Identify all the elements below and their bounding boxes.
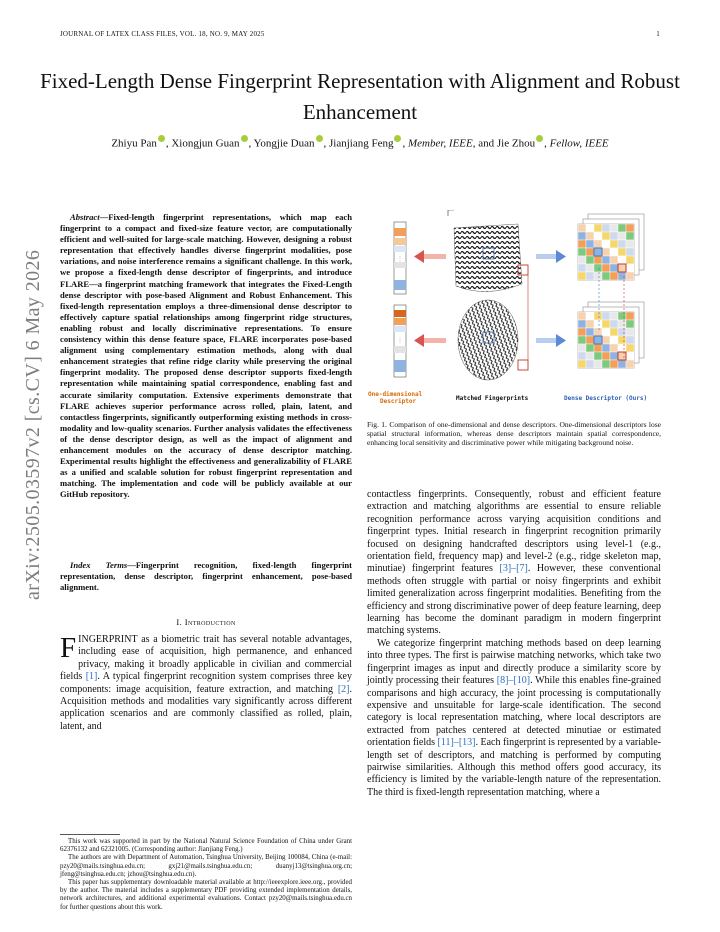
dense-cell	[586, 248, 594, 256]
dense-cell	[578, 352, 586, 360]
author-list: Zhiyu Pan , Xiongjun Guan , Yongjie Duan , Jianjiang Feng , Member, IEEE, and Jie Zhou , Fellow, IEEE	[40, 135, 680, 150]
dense-cell	[578, 272, 586, 280]
dense-cell	[602, 352, 610, 360]
dense-cell	[594, 328, 602, 336]
dense-cell	[610, 320, 618, 328]
dense-cell	[594, 344, 602, 352]
intro-lead-word: INGERPRINT	[78, 634, 138, 645]
dense-cell	[594, 360, 602, 368]
citation-link[interactable]: [1]	[85, 671, 98, 683]
dense-cell	[586, 312, 594, 320]
arrow-right-icon	[536, 250, 566, 347]
index-terms-text: —Fingerprint recognition, fixed-length fingerprint representation, dense descriptor, fingerprint enhancement, pose-based alignment.	[60, 560, 353, 593]
dense-cell	[602, 320, 610, 328]
dense-cell	[594, 256, 602, 264]
dense-cell	[610, 232, 618, 240]
dense-cell	[602, 256, 610, 264]
author-name: Yongjie Duan	[253, 137, 315, 150]
dense-cell	[610, 336, 618, 344]
dense-cell	[594, 240, 602, 248]
dense-cell	[594, 336, 602, 344]
dense-cell	[626, 264, 634, 272]
dense-cell	[602, 224, 610, 232]
dense-cell	[586, 240, 594, 248]
dense-cell	[586, 272, 594, 280]
dense-cell	[610, 344, 618, 352]
dense-cell	[602, 272, 610, 280]
body-text: . However, these conventional methods often struggle with partial or noisy fingerprints and exhibit limited generalization across fingerprint modalities. Benefiting from the efficiency and strong discriminative power of deep feature learning, deep learning has become the dominant paradigm in modern fingerprint matching systems.	[367, 563, 662, 637]
dense-cell	[626, 256, 634, 264]
citation-link[interactable]: [8]–[10]	[496, 675, 531, 687]
dense-cell	[578, 344, 586, 352]
dense-cell	[586, 224, 594, 232]
dense-cell	[586, 232, 594, 240]
dense-cell	[610, 312, 618, 320]
dense-cell	[578, 224, 586, 232]
dense-cell	[626, 232, 634, 240]
dense-cell	[602, 248, 610, 256]
body-text: contactless fingerprints. Consequently, robust and efficient feature extraction and matching algorithms are essential to ensure reliable recognition performance across varying acquisition conditions and fingerprint types. Initial research in fingerprint recognition primarily focused on designing handcrafted descriptors using level-1 (e.g., orientation field, frequency map) and level-2 (e.g., ridge skeleton map, minutiae) fingerprint features	[367, 489, 661, 575]
figure-label-dense: Dense Descriptor (Ours)	[564, 395, 648, 402]
running-head-text: JOURNAL OF LATEX CLASS FILES, VOL. 18, NO. 9, MAY 2025	[60, 30, 265, 38]
dense-cell	[610, 328, 618, 336]
intro-text: as a biometric trait has several notable advantages, including ease of acquisition, high permanence, and enhanced privacy, making it broadly applicable in civilian and commercial fields	[60, 634, 352, 683]
dense-cell	[626, 328, 634, 336]
dense-cell	[618, 328, 626, 336]
dense-cell	[610, 272, 618, 280]
intro-paragraph	[60, 634, 352, 733]
svg-text:⋮: ⋮	[397, 339, 403, 344]
dense-cell	[594, 232, 602, 240]
dense-cell	[618, 248, 626, 256]
body-right-column	[367, 489, 661, 799]
arxiv-stamp: arXiv:2505.03597v2 [cs.CV] 6 May 2026	[22, 249, 44, 600]
orcid-icon[interactable]	[316, 135, 323, 142]
dense-cell	[594, 312, 602, 320]
intro-text: . A typical fingerprint recognition system comprises three key components: image acquisition, feature extraction, and matching	[60, 671, 352, 695]
abstract-lead: Abstract	[70, 212, 100, 222]
dense-cell	[602, 360, 610, 368]
dense-cell	[586, 328, 594, 336]
dense-cell	[618, 312, 626, 320]
footnote-supplementary: This paper has supplementary downloadable material available at http://ieeexplore.ieee.org., provided by the author. The material includes a supplementary PDF providing extended implementation details, network architectures, and additional experimental evaluations. Contact pzy20@mails.tsinghua.edu.cn for further questions about this work.	[60, 879, 352, 911]
dense-cell	[602, 344, 610, 352]
dense-cell	[618, 224, 626, 232]
index-terms	[60, 560, 352, 593]
dense-cell	[602, 232, 610, 240]
dense-cell	[626, 352, 634, 360]
figure-label-matched: Matched Fingerprints	[456, 395, 529, 402]
author-name: Jie Zhou	[496, 137, 536, 150]
dense-cell	[602, 264, 610, 272]
dense-cell	[594, 224, 602, 232]
citation-link[interactable]: [3]–[7]	[499, 563, 528, 575]
dense-cell	[586, 352, 594, 360]
dense-cell	[578, 240, 586, 248]
footnotes	[60, 838, 352, 912]
dense-cell	[578, 248, 586, 256]
dense-cell	[610, 360, 618, 368]
figure-1	[366, 210, 662, 410]
dense-cell	[618, 272, 626, 280]
dense-descriptor-bottom	[578, 302, 644, 368]
author-role: Fellow, IEEE	[549, 137, 609, 150]
index-terms-lead: Index Terms	[70, 560, 128, 570]
running-head	[60, 30, 660, 38]
dense-cell	[594, 352, 602, 360]
dense-descriptor-top	[570, 210, 644, 280]
footnote-rule	[60, 834, 120, 835]
dense-cell	[578, 232, 586, 240]
page-number: 1	[656, 30, 660, 38]
dense-cell	[626, 336, 634, 344]
dense-cell	[610, 224, 618, 232]
dense-cell	[578, 320, 586, 328]
section-number: I.	[176, 617, 183, 627]
section-title: Introduction	[184, 617, 236, 627]
caption-text: Comparison of one-dimensional and dense descriptors. One-dimensional descriptors lose spatial structural information, whereas dense descriptors maintain spatial correspondence, enhancing local sensitivity and discriminative power while mitigating background noise.	[367, 420, 662, 448]
dense-cell	[626, 320, 634, 328]
figure-label-one-dim: One-dimensional Descriptor	[368, 391, 423, 405]
dense-cell	[594, 320, 602, 328]
body-text: . Each fingerprint is represented by a variable-length set of descriptors, and matching is performed by computing pairwise similarities. Although this method offers good accuracy, its efficiency is limited by the variable-length nature of the representation. The third is fixed-length representation matching, where a	[367, 737, 661, 798]
one-dim-descriptor-bottom	[394, 305, 406, 377]
one-dim-descriptor-top	[394, 222, 406, 294]
abstract-text: —Fixed-length fingerprint representations, which map each fingerprint to a compact and fixed-size feature vector, are computationally efficient and well-suited for large-scale matching. However, designing a robust representation that effectively handles diverse fingerprint modalities, pose variations, and noise interference remains a significant challenge. In this work, we propose a fixed-length dense descriptor of fingerprints, and introduce FLARE—a fingerprint matching framework that integrates the Fixed-Length dense descriptor with pose-based Alignment and Robust Enhancement. This fixed-length representation employs a three-dimensional dense descriptor to effectively capture spatial relationships among fingerprint ridge structures, enabling robust and locally discriminative representations. To ensure consistency within this dense feature space, FLARE incorporates pose-based alignment using complementary estimation methods, along with dual enhancement strategies that refine ridge clarity while preserving the original fingerprint modality. The proposed dense descriptor supports fixed-length representation while maintaining spatial correspondence, enabling fast and accurate similarity computation. Extensive experiments demonstrate that FLARE achieves superior performance across rolled, plain, latent, and contactless fingerprints, significantly outperforming existing methods in cross-modality and low-quality scenarios. Further analysis validates the effectiveness of the dense descriptor design, as well as the impact of alignment and enhancement modules on the accuracy of dense descriptor matching. Experimental results highlight the effectiveness and generalizability of FLARE as a unified and scalable solution for robust fingerprint representation and matching. The implementation and code will be publicly available at our GitHub repository.	[60, 212, 352, 500]
caption-lead: Fig. 1.	[367, 420, 387, 429]
dense-cell	[610, 264, 618, 272]
author-name: Zhiyu Pan	[111, 137, 157, 150]
dense-cell	[594, 264, 602, 272]
orcid-icon[interactable]	[241, 135, 248, 142]
dense-cell	[618, 352, 626, 360]
dense-cell	[578, 328, 586, 336]
dense-cell	[586, 264, 594, 272]
dense-cell	[602, 336, 610, 344]
body-text: . While this enables fine-grained comparisons and high accuracy, the joint processing is computationally expensive and unsuitable for large-scale identification. The second category is local representation matching, where local descriptors are extracted from patches centered at detected minutiae or estimated orientation fields	[367, 675, 661, 749]
author-join: , and	[472, 137, 497, 150]
dense-cell	[594, 272, 602, 280]
paper-title: Fixed-Length Dense Fingerprint Representation with Alignment and Robust Enhancement	[40, 69, 680, 124]
dense-cell	[578, 336, 586, 344]
author-name: Xiongjun Guan	[171, 137, 240, 150]
dense-cell	[602, 240, 610, 248]
dense-cell	[610, 256, 618, 264]
dense-cell	[618, 360, 626, 368]
dense-cell	[626, 312, 634, 320]
dense-cell	[626, 240, 634, 248]
dense-cell	[578, 264, 586, 272]
dense-cell	[586, 336, 594, 344]
dense-cell	[578, 360, 586, 368]
dense-cell	[602, 328, 610, 336]
dense-cell	[594, 248, 602, 256]
citation-link[interactable]: [11]–[13]	[437, 737, 476, 749]
orcid-icon[interactable]	[536, 135, 543, 142]
author-name: Jianjiang Feng	[329, 137, 394, 150]
footnote-affiliation: The authors are with Department of Automation, Tsinghua University, Beijing 100084, China (e-mail: pzy20@mails.tsinghua.edu.cn; gxj21@mails.tsinghua.edu.cn; duanyj13@tsinghua.org.cn; jfeng@tsinghua.edu.cn; jzhou@tsinghua.edu.cn).	[60, 854, 352, 878]
dense-cell	[618, 264, 626, 272]
author-role: Member, IEEE	[407, 137, 473, 150]
abstract	[60, 212, 352, 500]
dense-cell	[586, 256, 594, 264]
footnote-funding: This work was supported in part by the National Natural Science Foundation of China under Grant 62376132 and 62321005. (Corresponding author: Jianjiang Feng.)	[60, 838, 352, 854]
dense-cell	[586, 344, 594, 352]
dense-cell	[618, 336, 626, 344]
fingerprint-top	[448, 210, 528, 292]
dense-cell	[618, 256, 626, 264]
dense-cell	[626, 272, 634, 280]
section-heading	[60, 617, 352, 627]
svg-text:⋮: ⋮	[397, 257, 403, 262]
dense-cell	[602, 312, 610, 320]
citation-link[interactable]: [2]	[337, 683, 350, 695]
drop-cap: F	[60, 632, 77, 664]
dense-cell	[618, 320, 626, 328]
dense-cell	[618, 240, 626, 248]
dense-cell	[626, 360, 634, 368]
dense-cell	[626, 224, 634, 232]
figure-caption	[367, 420, 661, 448]
orcid-icon[interactable]	[158, 135, 165, 142]
dense-cell	[626, 344, 634, 352]
dense-cell	[610, 352, 618, 360]
dense-cell	[618, 232, 626, 240]
intro-text: . Acquisition methods and modalities vary significantly across different application scenarios and are commonly classified as rolled, plain, latent, and	[60, 683, 352, 732]
dense-cell	[618, 344, 626, 352]
figure-1-graphic	[366, 210, 662, 410]
dense-cell	[586, 360, 594, 368]
dense-cell	[578, 312, 586, 320]
arrow-left-icon	[414, 250, 446, 347]
dense-cell	[626, 248, 634, 256]
dense-cell	[610, 248, 618, 256]
dense-cell	[578, 256, 586, 264]
body-text: We categorize fingerprint matching methods based on deep learning into three types. The first is pairwise matching networks, which take two fingerprint images as input and directly produce a similarity score by jointly processing their features	[367, 637, 661, 687]
dense-cell	[586, 320, 594, 328]
orcid-icon[interactable]	[394, 135, 401, 142]
dense-cell	[610, 240, 618, 248]
